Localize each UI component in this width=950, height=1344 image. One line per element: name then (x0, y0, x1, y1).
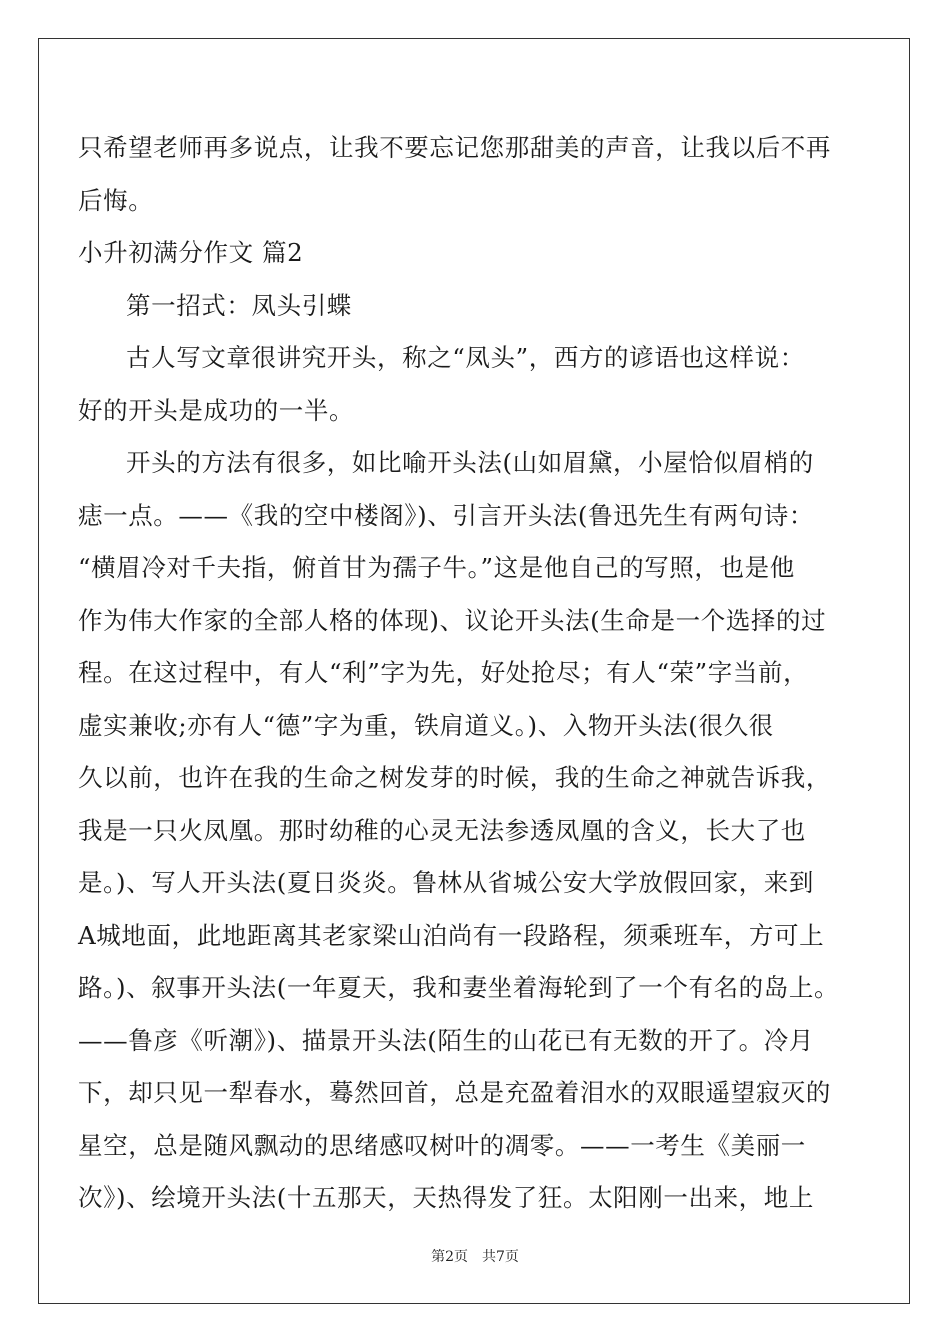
paragraph-line: 作为伟大作家的全部人格的体现)、议论开头法(生命是一个选择的过 (78, 606, 827, 635)
text-line: 后悔。 (78, 186, 154, 215)
section-heading: 小升初满分作文 篇2 (78, 238, 304, 267)
paragraph-line: 是。)、写人开头法(夏日炎炎。鲁林从省城公安大学放假回家，来到 (78, 868, 814, 897)
paragraph-line: 路。)、叙事开头法(一年夏天，我和妻坐着海轮到了一个有名的岛上。 (78, 973, 840, 1002)
paragraph-line: ——鲁彦《听潮》)、描景开头法(陌生的山花已有无数的开了。冷月 (78, 1026, 814, 1055)
paragraph-line: 我是一只火凤凰。那时幼稚的心灵无法参透凤凰的含义，长大了也 (78, 816, 806, 845)
paragraph-line: 程。在这过程中，有人“利”字为先，好处抢尽；有人“荣”字当前， (78, 658, 809, 687)
paragraph-line: A城地面，此地距离其老家梁山泊尚有一段路程，须乘班车，方可上 (78, 921, 825, 950)
paragraph-line: 痣一点。——《我的空中楼阁》)、引言开头法(鲁迅先生有两句诗： (78, 501, 814, 530)
paragraph-line: 下，却只见一犁春水，蓦然回首，总是充盈着泪水的双眼遥望寂灭的 (78, 1078, 831, 1107)
paragraph-line: 久以前，也许在我的生命之树发芽的时候，我的生命之神就告诉我， (78, 763, 831, 792)
paragraph-line: 次》)、绘境开头法(十五那天，天热得发了狂。太阳刚一出来，地上 (78, 1183, 814, 1212)
paragraph-line: “横眉冷对千夫指，俯首甘为孺子牛。”这是他自己的写照，也是他 (78, 553, 795, 582)
paragraph-line: 虚实兼收;亦有人“德”字为重，铁肩道义。)、入物开头法(很久很 (78, 711, 774, 740)
paragraph-line: 星空，总是随风飘动的思绪感叹树叶的凋零。——一考生《美丽一 (78, 1131, 806, 1160)
page-number-footer: 第2页 共7页 (431, 1249, 519, 1265)
paragraph-line: 开头的方法有很多，如比喻开头法(山如眉黛，小屋恰似眉梢的 (126, 448, 814, 477)
paragraph-line: 古人写文章很讲究开头，称之“凤头”，西方的谚语也这样说： (126, 343, 805, 372)
subsection-heading: 第一招式：凤头引蝶 (126, 291, 352, 320)
text-line: 只希望老师再多说点，让我不要忘记您那甜美的声音，让我以后不再 (78, 133, 831, 162)
paragraph-line: 好的开头是成功的一半。 (78, 396, 355, 425)
